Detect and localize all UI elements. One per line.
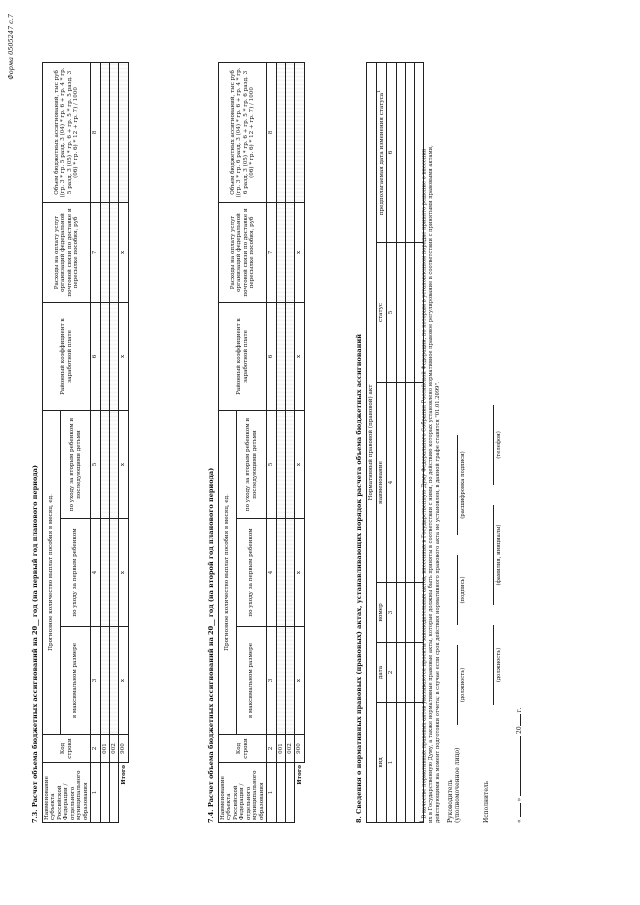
- input-cell[interactable]: [110, 763, 119, 823]
- header-type: вид: [377, 703, 387, 823]
- section-7-3-title: 7.3. Расчет объема бюджетных ассигнований на 20__ год (на первый год планового периода): [31, 465, 39, 823]
- exec-position-line[interactable]: [485, 625, 494, 705]
- header-name: Наименование субъекта Российской Федерации / отдельного муниципального образования: [219, 763, 267, 823]
- date-line: [512, 707, 524, 823]
- input-cell[interactable]: [101, 519, 110, 627]
- total-code: 900: [295, 735, 305, 763]
- input-cell[interactable]: [286, 519, 295, 627]
- head-signature-line[interactable]: [449, 555, 458, 625]
- exec-phone-caption: (телефон): [496, 431, 502, 459]
- header-first: по уходу за первым ребенком: [61, 519, 91, 627]
- total-label: Итого: [296, 765, 303, 785]
- input-cell[interactable]: [406, 63, 415, 243]
- table-row: [397, 63, 406, 823]
- row-code: 002: [110, 735, 119, 763]
- head-label: Руководитель (уполномоченное лицо): [447, 747, 461, 823]
- date-day-field[interactable]: [512, 803, 521, 817]
- date-year-prefix: 20: [516, 726, 523, 734]
- input-cell[interactable]: [397, 583, 406, 643]
- col-num: 8: [267, 62, 277, 202]
- col-num: 6: [91, 302, 101, 410]
- input-cell[interactable]: [277, 62, 286, 202]
- exec-phone-line[interactable]: [485, 405, 494, 485]
- input-cell[interactable]: [101, 302, 110, 410]
- input-cell[interactable]: [286, 62, 295, 202]
- header-act-name: наименование: [377, 383, 387, 583]
- input-cell[interactable]: [286, 202, 295, 302]
- row-code: 002: [286, 735, 295, 763]
- exec-position-caption: (должность): [496, 647, 502, 683]
- table-row: [286, 62, 295, 822]
- col-num: 7: [267, 202, 277, 302]
- na-mark: x: [119, 627, 129, 735]
- header-count: Прогнозное количество выплат пособия в месяц, ед.: [43, 410, 61, 734]
- na-mark: x: [119, 519, 129, 627]
- input-cell[interactable]: [406, 703, 415, 823]
- exec-label: Исполнитель: [483, 781, 490, 823]
- table-row: [110, 62, 119, 822]
- col-num: 2: [267, 735, 277, 763]
- header-first: по уходу за первым ребенком: [237, 519, 267, 627]
- head-name-line[interactable]: [449, 435, 458, 535]
- col-num: 8: [91, 62, 101, 202]
- header-status: статус: [377, 243, 387, 383]
- row-code: 001: [277, 735, 286, 763]
- col-num: 1: [267, 763, 277, 823]
- date-open-quote: «: [516, 819, 523, 823]
- footnote-mark: 1: [377, 89, 383, 93]
- header-count: Прогнозное количество выплат пособия в месяц, ед.: [219, 410, 237, 734]
- input-cell[interactable]: [397, 643, 406, 703]
- header-max: в максимальном размере: [237, 627, 267, 735]
- input-cell[interactable]: [397, 703, 406, 823]
- input-cell[interactable]: [406, 243, 415, 383]
- head-signature-caption: (подпись): [460, 576, 466, 604]
- table-row: [101, 62, 110, 822]
- exec-name-line[interactable]: [485, 505, 494, 605]
- col-num: 6: [387, 63, 397, 243]
- form-code: Форма 0505247 с.7: [7, 14, 15, 80]
- input-cell[interactable]: [110, 627, 119, 735]
- col-num: 3: [91, 627, 101, 735]
- input-cell[interactable]: [110, 302, 119, 410]
- na-mark: x: [295, 519, 305, 627]
- input-cell[interactable]: [406, 643, 415, 703]
- col-num: 3: [267, 627, 277, 735]
- header-code: Код строки: [43, 735, 91, 763]
- input-cell[interactable]: [101, 62, 110, 202]
- input-cell[interactable]: [277, 519, 286, 627]
- input-cell[interactable]: [110, 62, 119, 202]
- date-suffix: г.: [516, 707, 523, 713]
- date-close-quote: »: [516, 797, 523, 802]
- header-second: по уходу за вторым ребенком и последующими детьми: [237, 410, 267, 518]
- exec-name-caption: (фамилия, инициалы): [496, 524, 502, 586]
- col-num: 7: [91, 202, 101, 302]
- table-row: [277, 62, 286, 822]
- header-second: по уходу за вторым ребенком и последующими детьми: [61, 410, 91, 518]
- na-mark: x: [295, 202, 305, 302]
- section-8-title: 8. Сведения о нормативных правовых (правовых) актах, устанавливающих порядок расчета объема бюджетных ассигнований: [355, 334, 363, 823]
- input-cell[interactable]: [110, 202, 119, 302]
- header-max: в максимальном размере: [61, 627, 91, 735]
- na-mark: x: [119, 410, 129, 518]
- col-num: 2: [387, 643, 397, 703]
- header-act: Нормативный правовой (правовой) акт: [367, 63, 377, 823]
- header-code: Код строки: [219, 735, 267, 763]
- col-num: 5: [91, 410, 101, 518]
- table-7-4: [218, 62, 305, 823]
- input-cell[interactable]: [277, 302, 286, 410]
- header-number: номер: [377, 583, 387, 643]
- date-year-field[interactable]: [512, 714, 521, 726]
- input-cell[interactable]: [277, 763, 286, 823]
- col-num: 4: [91, 519, 101, 627]
- total-row: [119, 62, 129, 822]
- input-cell[interactable]: [397, 243, 406, 383]
- col-num: 1: [91, 763, 101, 823]
- footnote: [420, 143, 441, 823]
- header-date: дата: [377, 643, 387, 703]
- header-name: Наименование субъекта Российской Федерации / отдельного муниципального образования: [43, 763, 91, 823]
- input-cell[interactable]: [101, 202, 110, 302]
- col-num: 4: [387, 383, 397, 583]
- header-volume: Объем бюджетных ассигнований, тыс руб ((гр. 3 * гр. 6 разд. 3 (04) * гр. 6 + гр. 4 * гр. 6 разд. 3 (05) * гр. 6 + гр. 5 * гр. 6 разд. 3 (06) * гр. 6) * 12 + гр. 7) / 1000: [219, 62, 267, 202]
- input-cell[interactable]: [397, 383, 406, 583]
- header-change-date: предполагаемая дата изменения статуса$^1$: [377, 63, 387, 243]
- col-num: 3: [387, 583, 397, 643]
- input-cell[interactable]: [119, 62, 129, 202]
- head-position-caption: (должность): [460, 667, 466, 703]
- header-volume: Объем бюджетных ассигнований, тыс руб ((гр. 3 * гр. 5 разд. 3 (04) * гр. 6 + гр. 4 * гр. 5 разд. 3 (05) * гр. 6 + гр. 5 * гр. 5 разд. 3 (06) * гр. 6) * 12 + гр. 7) / 1000: [43, 62, 91, 202]
- input-cell[interactable]: [286, 763, 295, 823]
- input-cell[interactable]: [101, 763, 110, 823]
- na-mark: x: [295, 302, 305, 410]
- date-month-field[interactable]: [512, 736, 521, 796]
- input-cell[interactable]: [277, 202, 286, 302]
- input-cell[interactable]: [101, 410, 110, 518]
- footnote-mark: 1: [420, 820, 425, 823]
- col-num: 2: [91, 735, 101, 763]
- table-8: [366, 62, 424, 823]
- col-num: 1: [387, 703, 397, 823]
- head-name-caption: (расшифровка подписи): [460, 451, 466, 519]
- input-cell[interactable]: [110, 410, 119, 518]
- na-mark: x: [119, 302, 129, 410]
- col-num: 6: [267, 302, 277, 410]
- input-cell[interactable]: [286, 410, 295, 518]
- header-coef: Районный коэффициент к заработной плате: [219, 302, 267, 410]
- input-cell[interactable]: [101, 627, 110, 735]
- table-7-3: [42, 62, 129, 823]
- na-mark: x: [119, 202, 129, 302]
- input-cell[interactable]: [286, 627, 295, 735]
- input-cell[interactable]: [406, 583, 415, 643]
- col-num: 5: [387, 243, 397, 383]
- col-num: 4: [267, 519, 277, 627]
- header-coef: Районный коэффициент к заработной плате: [43, 302, 91, 410]
- footnote-text: В качестве нормативных правовых актов указываются проекты законодательных актов, внесенных в Государственную Думу Федерального Собрания Российской Федерации, по которым в установленном порядке принято решение о внесении их в Государственную Думу, а также нормативные правовые акты, которые должны быть приняты в соответствии с ними, по действию которых установлено нормативное правовое регулирование в соответствии с принятыми правовыми актами, действующими на момент подготовки отчета; в случае если срок действия нормативного правового акта не установлен, в данной графе ставится "01.01.2099".: [421, 145, 441, 823]
- header-post: Расходы на оплату услуг организаций федеральной почтовой связи по доставке и пересылке пособия, руб: [43, 202, 91, 302]
- row-code: 001: [101, 735, 110, 763]
- head-position-line[interactable]: [449, 645, 458, 725]
- na-mark: x: [295, 410, 305, 518]
- input-cell[interactable]: [277, 410, 286, 518]
- total-row: [295, 62, 305, 822]
- input-cell[interactable]: [110, 519, 119, 627]
- input-cell[interactable]: [397, 63, 406, 243]
- input-cell[interactable]: [277, 627, 286, 735]
- col-num: 5: [267, 410, 277, 518]
- header-post: Расходы на оплату услуг организаций федеральной почтовой связи по доставке и пересылке пособия, руб: [219, 202, 267, 302]
- total-label: Итого: [120, 765, 127, 785]
- na-mark: x: [295, 627, 305, 735]
- table-row: [406, 63, 415, 823]
- input-cell[interactable]: [286, 302, 295, 410]
- input-cell[interactable]: [295, 62, 305, 202]
- input-cell[interactable]: [406, 383, 415, 583]
- total-code: 900: [119, 735, 129, 763]
- section-7-4-title: 7.4. Расчет объема бюджетных ассигнований на 20__ год (на второй год планового периода): [207, 467, 215, 823]
